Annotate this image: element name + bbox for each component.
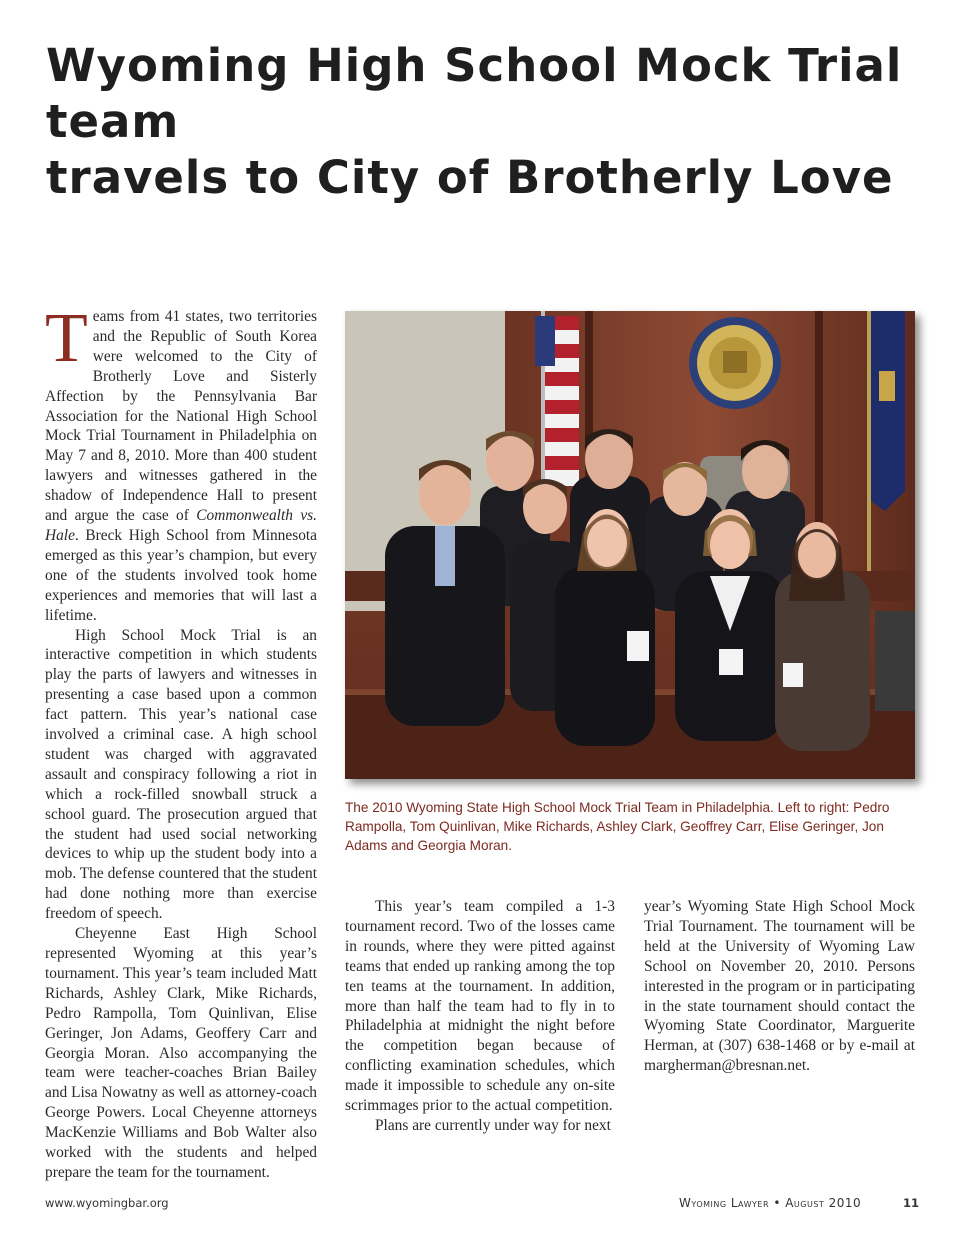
headline-line-1: Wyoming High School Mock Trial team: [46, 39, 903, 148]
photo-caption: The 2010 Wyoming State High School Mock Trial Team in Philadelphia. Left to right: Pedro Rampolla, Tom Quinlivan, Mike Richards, Ashley Clark, Geoffrey Carr, Elise Geringer, Jon Adams and Georgia Moran.: [345, 800, 890, 853]
article-paragraph-4: This year’s team compiled a 1-3 tournament record. Two of the losses came in rounds, where they were pitted against teams that ended up ranking among the top ten teams at the tournament. In addition, more than half the team had to fly in to Philadelphia at midnight the night before the competition began because of conflicting examination schedules, which made it impossible to schedule any on-site scrimmages prior to the actual competition.: [345, 898, 615, 1115]
article-headline: [46, 38, 926, 206]
article-paragraph-6: year’s Wyoming State High School Mock Trial Tournament. The tournament will be held at the University of Wyoming Law School on November 20, 2010. Persons interested in the program or in participating in the state tournament should contact the Wyoming State Coordinator, Marguerite Herman, at (307) 638-1468 or by e-mail at margherman@bresnan.net.: [644, 898, 915, 1075]
article-paragraph-3: Cheyenne East High School represented Wyoming at this year’s tournament. This year’s team included Matt Richards, Ashley Clark, Mike Richards, Pedro Rampolla, Tom Quinlivan, Elise Geringer, Jon Adams, Geoffery Carr and Georgia Moran. Also accompanying the team were teacher-coaches Brian Bailey and Lisa Nowatny as well as attorney-coach George Powers. Local Cheyenne attorneys MacKenzie Williams and Bob Walter also worked with the students and helped prepare the team for the tournament.: [45, 925, 317, 1181]
paragraph-1-text: eams from 41 states, two territories and the Republic of South Korea were welcomed to the City of Brotherly Love and Sisterly Affection by the Pennsylvania Bar Association for the National High School Mock Trial Tournament in Philadelphia on May 7 and 8, 2010. More than 400 student lawyers and witnesses gathered in the shadow of Independence Hall to present and argue the case of: [45, 308, 317, 525]
team-photo: [345, 311, 915, 779]
article-paragraph-5: Plans are currently under way for next: [375, 1116, 611, 1134]
footer-website-link[interactable]: www.wyomingbar.org: [45, 1196, 169, 1210]
article-column-middle: [345, 897, 615, 1136]
headline-line-2: travels to City of Brotherly Love: [46, 151, 894, 204]
article-column-left: [45, 300, 317, 1183]
article-paragraph-1: [45, 300, 317, 626]
page-number: 11: [903, 1196, 920, 1210]
drop-cap: T: [45, 300, 88, 377]
team-photo-illustration: [345, 311, 915, 779]
article-column-right: [644, 897, 915, 1076]
paragraph-1-end: . Breck High School from Minnesota emerged as this year’s champion, but every one of the students involved took home experiences and memories that will last a lifetime.: [45, 526, 317, 624]
footer-publication: Wyoming Lawyer • August 2010: [679, 1196, 862, 1210]
article-paragraph-2: High School Mock Trial is an interactive competition in which students play the parts of lawyers and witnesses in presenting a case based upon a common fact pattern. This year’s national case involved a criminal case. A high school student was charged with aggravated assault and conspiracy following a riot in which a rock-filled snowball struck a school guard. The prosecution argued that the student had used social networking devices to whip up the student body into a mob. The defense countered that the student had done nothing more than exercise freedom of speech.: [45, 626, 317, 923]
case-name: Commonwealth vs. Hale: [45, 507, 317, 544]
